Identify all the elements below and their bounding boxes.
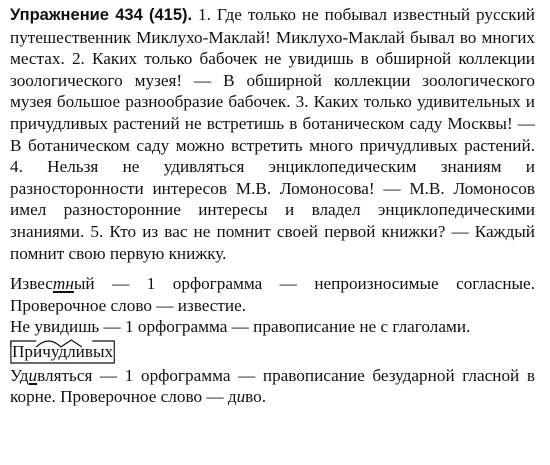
- note-word-izvestnyj: [10, 274, 95, 293]
- exercise-body: 1. Где только не побывал известный русский путешественник Миклухо-Маклай! Миклухо-Маклай бывал во многих местах. 2. Каких только бабочек не увидишь в обширной коллекции зоологического музея! — В обширной коллекции зоологического музея большое разнообразие бабочек. 3. Каких только удивительных и причудливых растений не встретишь в ботаническом саду Москвы! — В ботаническом саду можно встретить много причудливых растений. 4. Нельзя не удивляться энциклопедическим знаниям и разносторонности интересов М.В. Ломоносова! — М.В. Ломоносов имел разносторонние интересы и владел энциклопедическими знаниями. 5. Кто из вас не помнит своей первой книжки? — Каждый помнит свою первую книжку.: [10, 5, 535, 263]
- word-part: Извес: [10, 274, 53, 294]
- note-word-udivlyatsya: [10, 366, 92, 385]
- underlined-letters: тн: [52, 274, 74, 294]
- exercise-title: Упражнение 434 (415).: [10, 6, 193, 24]
- stressed-letter: и: [236, 387, 246, 407]
- note-ne-uvidish: Не увидишь — 1 орфограмма — правописание не с глаголами.: [10, 317, 471, 337]
- note-udivlyatsya: [10, 365, 535, 408]
- word-part: во.: [245, 387, 267, 407]
- spacer: [10, 264, 535, 273]
- morpheme-word: Причудливых: [12, 341, 114, 361]
- exercise-paragraph: [10, 4, 535, 264]
- word-part: ый: [73, 274, 95, 294]
- underlined-letter: и: [28, 365, 38, 385]
- morpheme-analysis: [10, 341, 115, 363]
- word-part: вляться: [37, 365, 93, 385]
- note-text: — 1 орфограмма — непроизносимые согласные. Проверочное слово — известие.: [10, 274, 535, 315]
- document-page: [10, 4, 535, 408]
- note-text: — 1 орфограмма — правописание безударной гласной в корне. Проверочное слово — д: [10, 365, 535, 407]
- note-izvestnyj: [10, 273, 535, 316]
- word-part: Уд: [10, 365, 29, 385]
